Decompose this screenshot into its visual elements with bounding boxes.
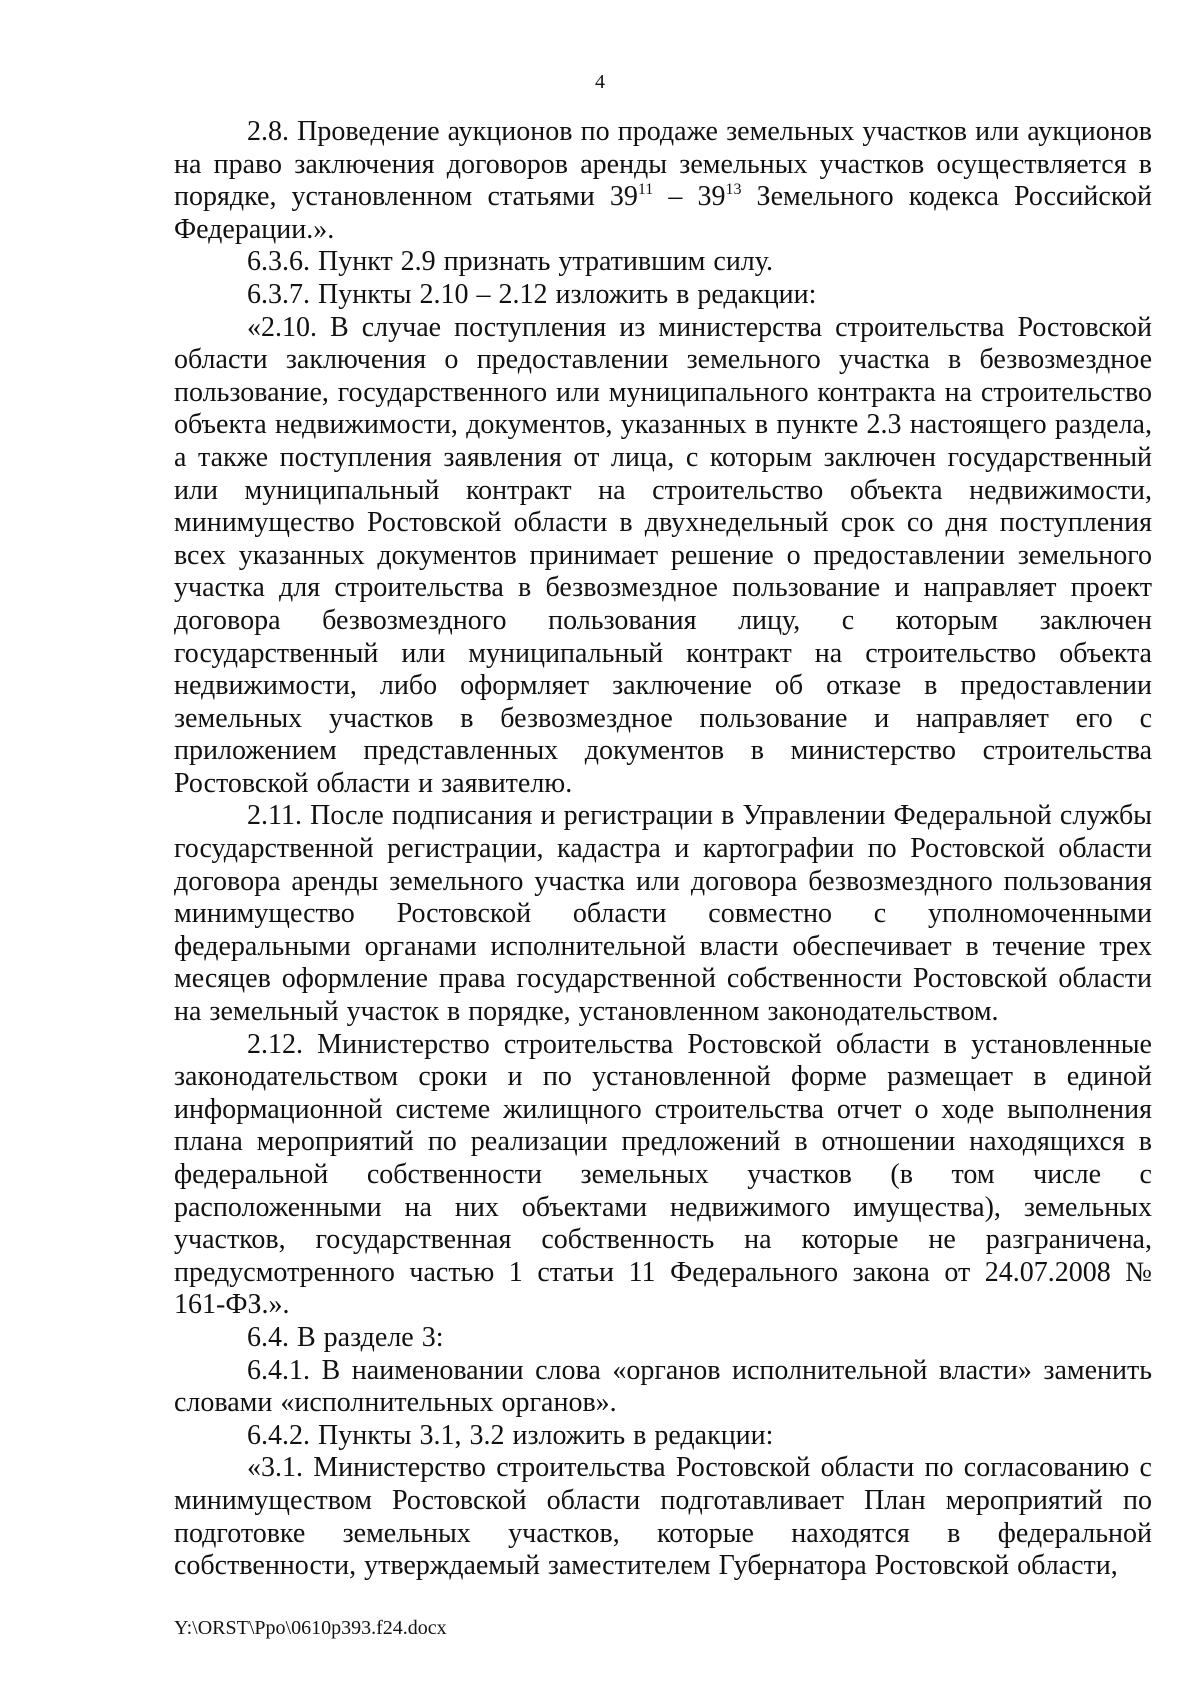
paragraph-6-3-7: 6.3.7. Пункты 2.10 – 2.12 изложить в редакции: [247, 278, 817, 310]
file-path-footer: Y:\ORST\Ppo\0610p393.f24.docx [174, 1617, 447, 1639]
page-number: 4 [595, 71, 605, 93]
paragraph-2-12: 2.12. Министерство строительства Ростовской области в установленные законодательством сроки и по установленной форме размещает в единой информационной системе жилищного строительства отчет о ходе выполнения плана мероприятий по реализации предложений в отношении находящихся в федеральной собственности земельных участков (в том числе с расположенными на них объектами недвижимого имущества), земельных участков, государственная собственность на которые не разграничена, предусмотренного частью 1 статьи 11 Федерального закона от 24.07.2008 № 161-ФЗ.». [174, 1028, 1152, 1321]
paragraph-6-4: 6.4. В разделе 3: [247, 1321, 444, 1353]
paragraph-6-4-1: 6.4.1. В наименовании слова «органов исполнительной власти» заменить словами «исполнительных органов». [174, 1354, 1152, 1419]
paragraph-3-1: «3.1. Министерство строительства Ростовской области по согласованию с минимуществом Ростовской области подготавливает План мероприятий по подготовке земельных участков, которые находятся в федеральной собственности, утверждаемый заместителем Губернатора Ростовской области, [174, 1452, 1152, 1582]
paragraph-6-3-6: 6.3.6. Пункт 2.9 признать утратившим силу. [247, 246, 773, 278]
document-body [174, 116, 1152, 1583]
paragraph-2-10: «2.10. В случае поступления из министерства строительства Ростовской области заключения о предоставлении земельного участка в безвозмездное пользование, государственного или муниципального контракта на строительство объекта недвижимости, документов, указанных в пункте 2.3 настоящего раздела, а также поступления заявления от лица, с которым заключен государственный или муниципальный контракт на строительство объекта недвижимости, минимущество Ростовской области в двухнедельный срок со дня поступления всех указанных документов принимает решение о предоставлении земельного участка для строительства в безвозмездное пользование и направляет проект договора безвозмездного пользования лицу, с которым заключен государственный или муниципальный контракт на строительство объекта недвижимости, либо оформляет заключение об отказе в предоставлении земельных участков в безвозмездное пользование и направляет его с приложением представленных документов в министерство строительства Ростовской области и заявителю. [174, 311, 1152, 799]
paragraph-2-11: 2.11. После подписания и регистрации в Управлении Федеральной службы государственной регистрации, кадастра и картографии по Ростовской области договора аренды земельного участка или договора безвозмездного пользования минимущество Ростовской области совместно с уполномоченными федеральными органами исполнительной власти обеспечивает в течение трех месяцев оформление права государственной собственности Ростовской области на земельный участок в порядке, установленном законодательством. [174, 800, 1152, 1028]
paragraph-2-8: 2.8. Проведение аукционов по продаже земельных участков или аукционов на право заключения договоров аренды земельных участков осуществляется в порядке, установленном статьями $39^{11} - 39^{13}$ Земельного кодекса Российской Федерации.». [174, 116, 1152, 245]
paragraph-6-4-2: 6.4.2. Пункты 3.1, 3.2 изложить в редакции: [247, 1419, 774, 1451]
